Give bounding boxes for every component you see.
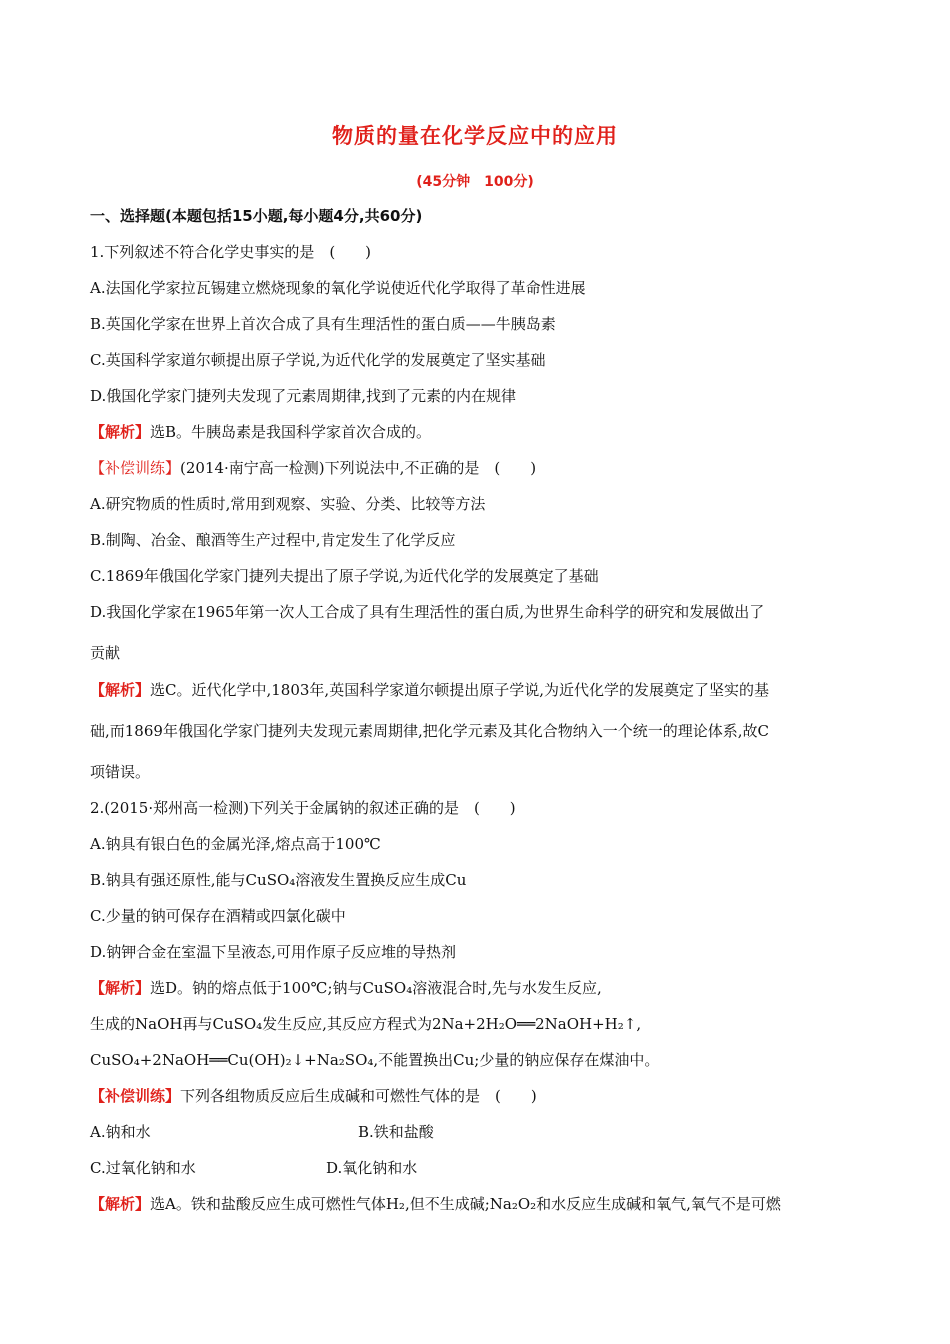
question-2-option-a: A.钠具有银白色的金属光泽,熔点高于100℃ [90, 835, 381, 853]
question-1-analysis: 【解析】选B。牛胰岛素是我国科学家首次合成的。 [90, 423, 432, 441]
supplement-1-analysis-line-3: 项错误。 [90, 763, 151, 781]
supplement-1-stem: 【补偿训练】(2014·南宁高一检测)下列说法中,不正确的是 ( ) [90, 459, 537, 477]
question-2-option-d: D.钠钾合金在室温下呈液态,可用作原子反应堆的导热剂 [90, 943, 457, 961]
analysis-tag: 【解析】 [90, 681, 151, 699]
question-2-stem: 2.(2015·郑州高一检测)下列关于金属钠的叙述正确的是 ( ) [90, 799, 516, 817]
question-2-analysis: 【解析】选D。钠的熔点低于100℃;钠与CuSO₄溶液混合时,先与水发生反应, [90, 979, 602, 997]
question-2-analysis-line-3: CuSO₄+2NaOH══Cu(OH)₂↓+Na₂SO₄,不能置换出Cu;少量的钠应保存在煤油中。 [90, 1051, 660, 1069]
analysis-tag: 【解析】 [90, 1195, 151, 1213]
supplement-2-options-row-1 [90, 1122, 870, 1142]
supplement-1-option-b: B.制陶、冶金、酿酒等生产过程中,肯定发生了化学反应 [90, 531, 456, 549]
supplement-2-option-b: B.铁和盐酸 [358, 1123, 434, 1141]
page-subtitle: (45分钟 100分) [416, 174, 534, 190]
supplement-2-option-a: A.钠和水 [90, 1123, 151, 1141]
question-1-option-c: C.英国科学家道尔顿提出原子学说,为近代化学的发展奠定了坚实基础 [90, 351, 546, 369]
analysis-tag: 【解析】 [90, 979, 151, 997]
question-2-option-c: C.少量的钠可保存在酒精或四氯化碳中 [90, 907, 346, 925]
supplement-1-analysis: 【解析】选C。近代化学中,1803年,英国科学家道尔顿提出原子学说,为近代化学的发展奠定了坚实的基 [90, 681, 769, 699]
question-1-stem: 1.下列叙述不符合化学史事实的是 ( ) [90, 243, 372, 261]
supplement-2-analysis: 【解析】选A。铁和盐酸反应生成可燃性气体H₂,但不生成碱;Na₂O₂和水反应生成碱和氧气,氧气不是可燃 [90, 1195, 781, 1213]
question-2-option-b: B.钠具有强还原性,能与CuSO₄溶液发生置换反应生成Cu [90, 871, 467, 889]
supplement-1-option-d: D.我国化学家在1965年第一次人工合成了具有生理活性的蛋白质,为世界生命科学的研究和发展做出了 [90, 603, 765, 621]
supplement-2-option-c: C.过氧化钠和水 [90, 1159, 196, 1177]
supplement-tag: 【补偿训练】 [90, 459, 181, 477]
supplement-1-analysis-line-2: 础,而1869年俄国化学家门捷列夫发现元素周期律,把化学元素及其化合物纳入一个统一的理论体系,故C [90, 722, 769, 740]
supplement-2-stem: 【补偿训练】下列各组物质反应后生成碱和可燃性气体的是 ( ) [90, 1087, 537, 1105]
question-2-analysis-line-2: 生成的NaOH再与CuSO₄发生反应,其反应方程式为2Na+2H₂O══2NaOH+H₂↑, [90, 1015, 642, 1033]
question-1-option-d: D.俄国化学家门捷列夫发现了元素周期律,找到了元素的内在规律 [90, 387, 517, 405]
supplement-1-option-d-continued: 贡献 [90, 644, 121, 662]
supplement-2-options-row-2 [90, 1158, 870, 1178]
supplement-tag: 【补偿训练】 [90, 1087, 181, 1105]
supplement-2-option-d: D.氧化钠和水 [326, 1159, 418, 1177]
page-title: 物质的量在化学反应中的应用 [332, 124, 618, 148]
analysis-tag: 【解析】 [90, 423, 151, 441]
section-heading: 一、选择题(本题包括15小题,每小题4分,共60分) [90, 207, 423, 225]
supplement-1-option-a: A.研究物质的性质时,常用到观察、实验、分类、比较等方法 [90, 495, 486, 513]
supplement-1-option-c: C.1869年俄国化学家门捷列夫提出了原子学说,为近代化学的发展奠定了基础 [90, 567, 599, 585]
question-1-option-b: B.英国化学家在世界上首次合成了具有生理活性的蛋白质——牛胰岛素 [90, 315, 556, 333]
question-1-option-a: A.法国化学家拉瓦锡建立燃烧现象的氧化学说使近代化学取得了革命性进展 [90, 279, 586, 297]
